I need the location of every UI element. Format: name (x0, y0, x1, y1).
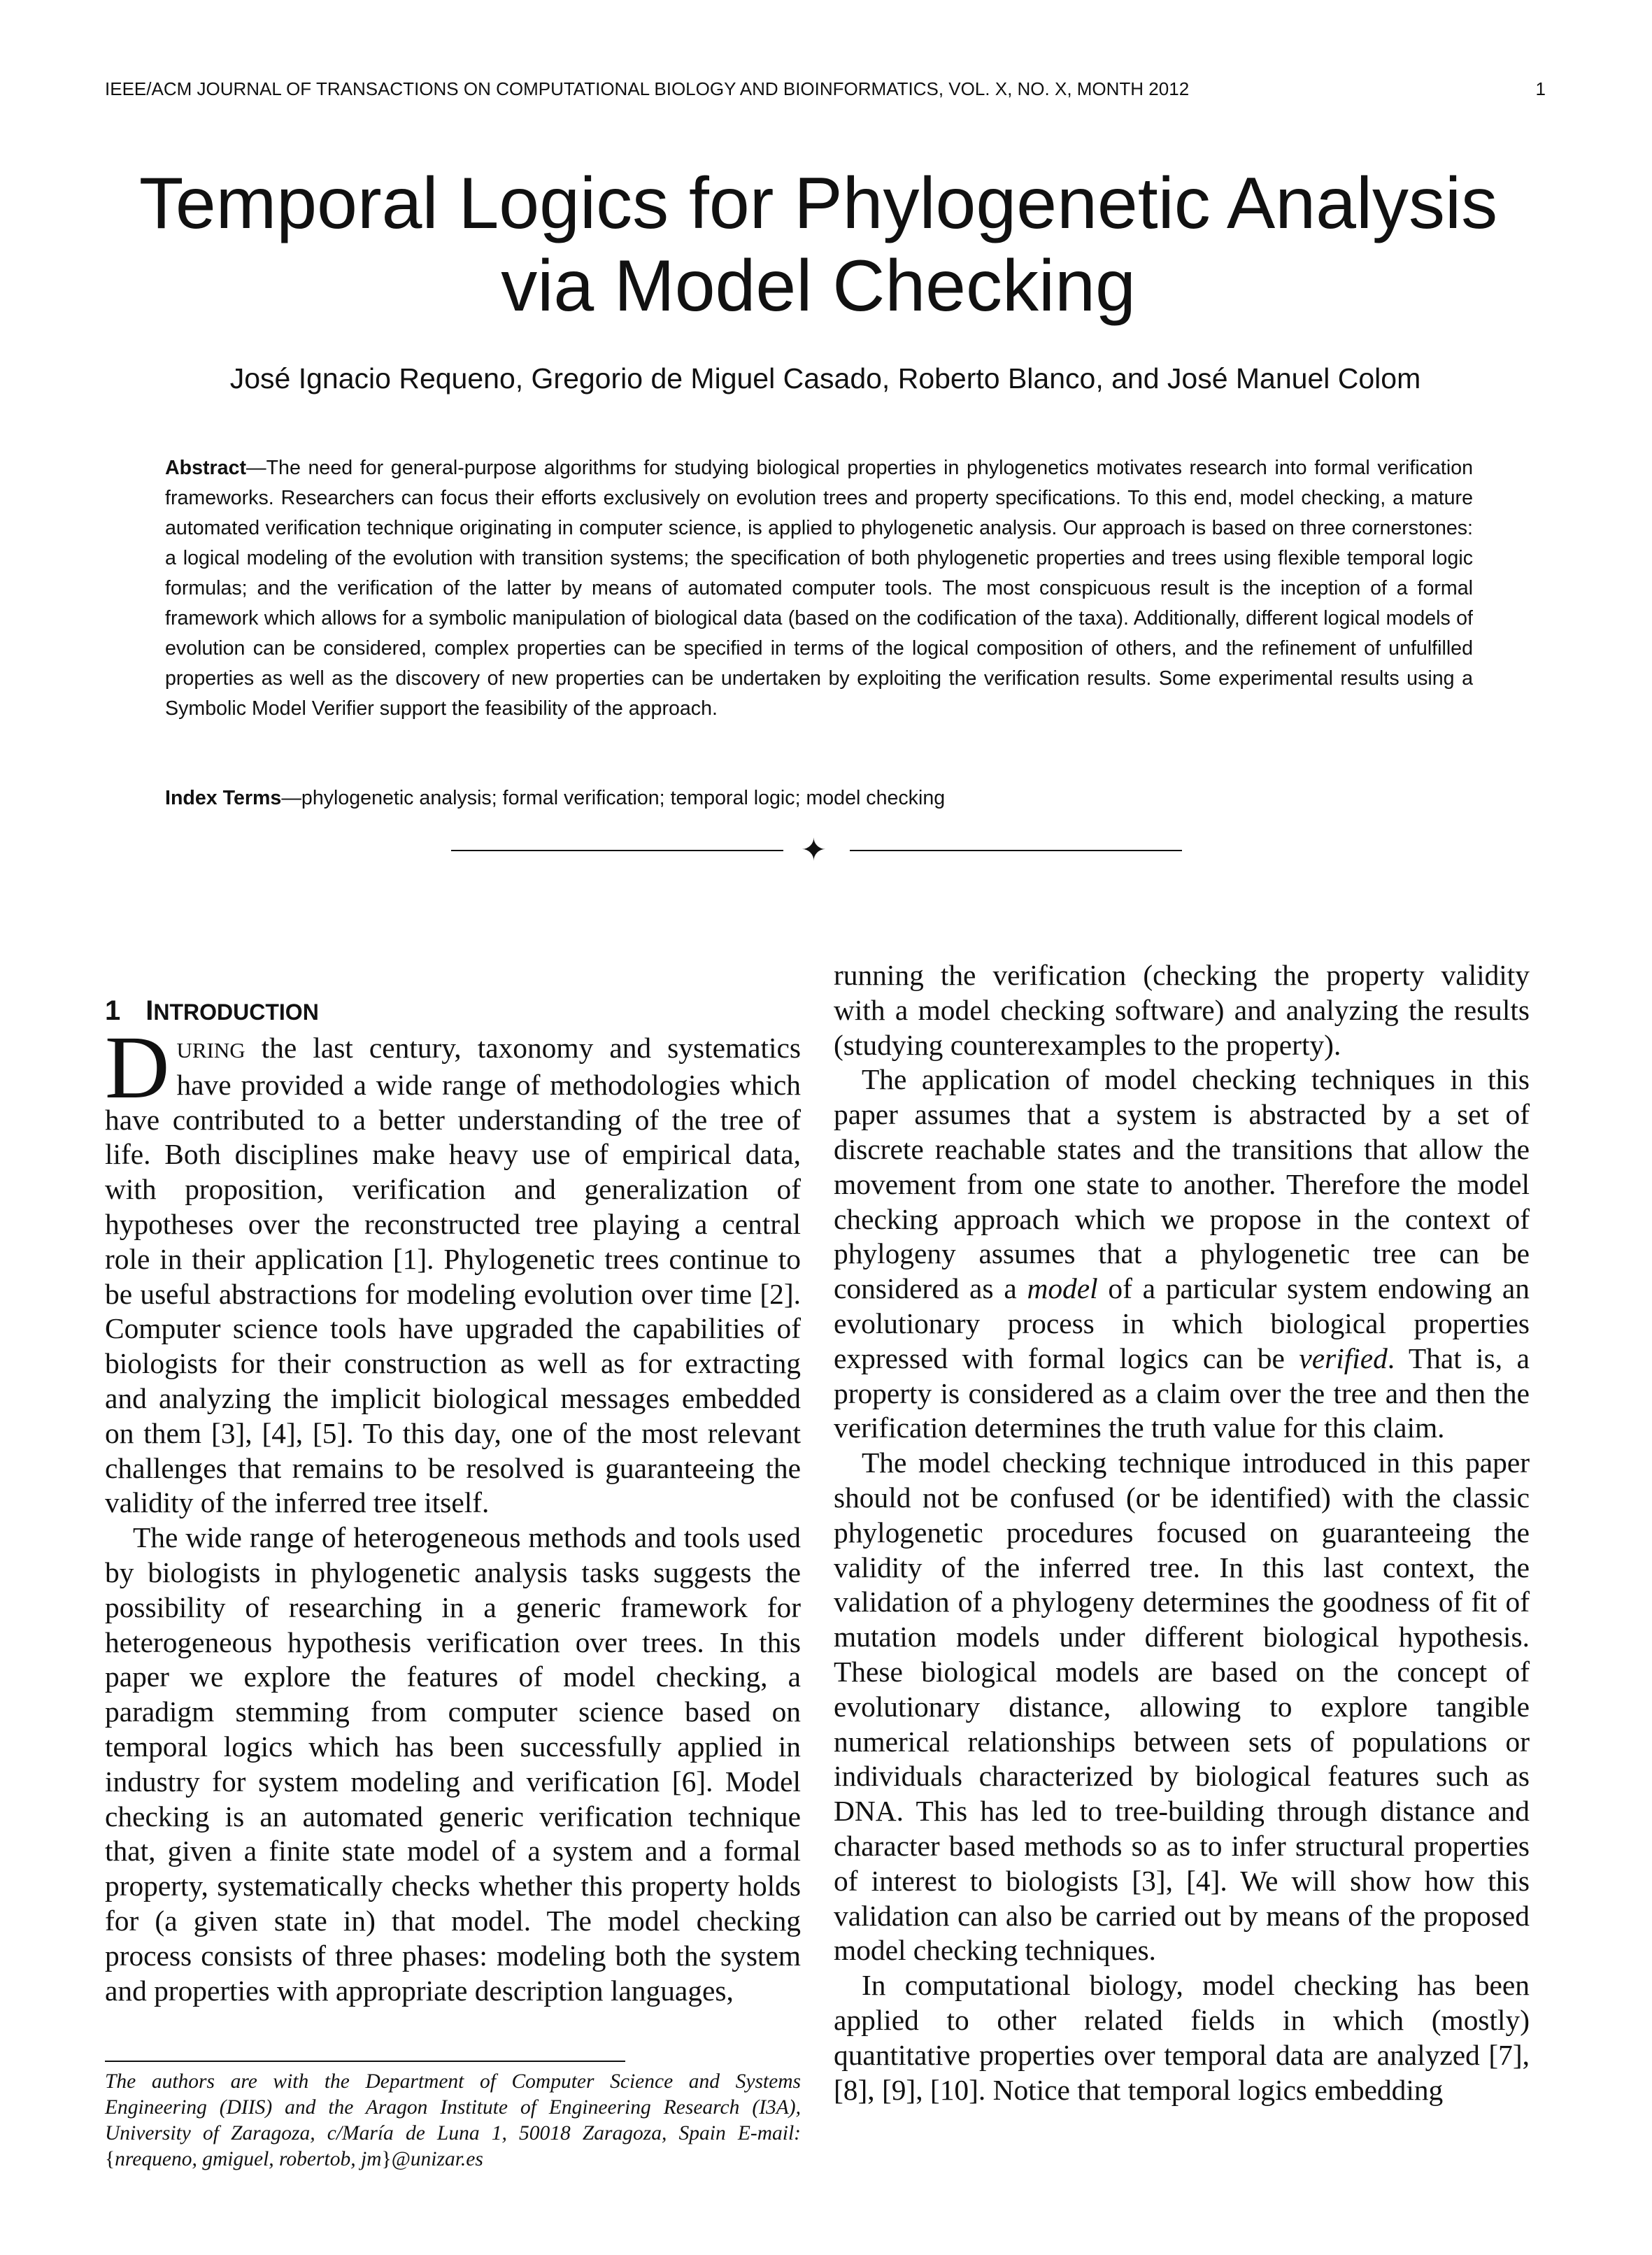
paragraph-text: The application of model checking techniques in this paper assumes that a system is abstracted by a set of discrete reachable states and the transitions that allow the movement from one state to another. Therefore the model checking approach which we propose in the context of phylogeny assumes that a phylogenetic tree can be considered as a (834, 1063, 1530, 1305)
emphasis-model: model (1027, 1272, 1098, 1305)
paragraph-text: of a particular system endowing an evolutionary process in which biological properties expressed with formal logics can be (834, 1272, 1530, 1374)
left-column (105, 993, 801, 2008)
intro-paragraph-5: In computational biology, model checking has been applied to other related fields in which (mostly) quantitative properties over temporal data are analyzed [7], [8], [9], [10]. Notice that temporal logics embedding (834, 1969, 1530, 2106)
running-header (105, 78, 1546, 106)
abstract (165, 453, 1473, 724)
diamond-icon: ✦ (801, 833, 827, 867)
paper-title: Temporal Logics for Phylogenetic Analysis via Model Checking (138, 163, 1498, 327)
intro-paragraph-3 (834, 1062, 1530, 1446)
abstract-text: —The need for general-purpose algorithms for studying biological properties in phylogenetics motivates research into formal verification frameworks. Researchers can focus their efforts exclusively on evolution trees and property specifications. To this end, model checking, a mature automated verification technique originating in computer science, is applied to phylogenetic analysis. Our approach is based on three cornerstones: a logical modeling of the evolution with transition systems; the specification of both phylogenetic properties and trees using flexible temporal logic formulas; and the verification of the latter by means of automated computer tools. The most conspicuous result is the inception of a formal framework which allows for a symbolic manipulation of biological data (based on the codification of the taxa). Additionally, different logical models of evolution can be considered, complex properties can be specified in terms of the logical composition of others, and the refinement of unfulfilled properties as well as the discovery of new properties can be undertaken by exploiting the verification results. Some experimental results using a Symbolic Model Verifier support the feasibility of the approach. (165, 457, 1473, 720)
index-terms (165, 783, 1473, 813)
brace-open: { (105, 2148, 115, 2170)
section-separator (451, 830, 1182, 872)
right-column (834, 958, 1530, 2107)
email-domain: @unizar.es (391, 2148, 483, 2170)
section-title-initial: I (145, 995, 154, 1026)
separator-line-left (451, 850, 783, 851)
emphasis-verified: verified (1299, 1342, 1388, 1374)
footnote-text: The authors are with the Department of Computer Science and Systems Engineering (DIIS) and the Aragon Institute of Engineering Research (I3A), University of Zaragoza, c/María de Luna 1, 50018 Zaragoza, Spain E-mail: (105, 2070, 801, 2144)
section-heading (105, 993, 801, 1030)
intro-paragraph-2: The wide range of heterogeneous methods and tools used by biologists in phylogenetic analysis tasks suggests the possibility of researching in a generic framework for heterogeneous hypothesis verification over trees. In this paper we explore the features of model checking, a paradigm stemming from computer science based on temporal logics which has been successfully applied in industry for system modeling and verification [6]. Model checking is an automated generic verification technique that, given a finite state model of a system and a formal property, systematically checks whether this property holds for (a given state in) that model. The model checking process consists of three phases: modeling both the system and properties with appropriate description languages, (105, 1521, 801, 2007)
small-caps-lead: URING (176, 1038, 245, 1062)
intro-paragraph-continued: running the verification (checking the property validity with a model checking software) and analyzing the results (studying counterexamples to the property). (834, 959, 1530, 1061)
section-number: 1 (105, 995, 121, 1026)
page-number: 1 (1535, 78, 1546, 99)
author-list: José Ignacio Requeno, Gregorio de Miguel Casado, Roberto Blanco, and José Manuel Colom (229, 362, 1421, 394)
paragraph-text: . That is, a property is considered as a claim over the tree and then the verification determines the truth value for this claim. (834, 1342, 1530, 1444)
journal-name: IEEE/ACM JOURNAL OF TRANSACTIONS ON COMPUTATIONAL BIOLOGY AND BIOINFORMATICS, VOL. X, NO. X, MONTH 2012 (105, 78, 1190, 99)
footnote-rule (105, 2061, 625, 2062)
intro-paragraph-1 (105, 1018, 801, 1521)
abstract-label: Abstract (165, 457, 246, 479)
index-terms-label: Index Terms (165, 787, 282, 809)
intro-paragraph-4: The model checking technique introduced in this paper should not be confused (or be identified) with the classic phylogenetic procedures focused on guaranteeing the validity of the inferred tree. In this last context, the validation of a phylogeny determines the goodness of fit of mutation models under different biological hypothesis. These biological models are based on the concept of evolutionary distance, allowing to explore tangible numerical relationships between sets of populations or individuals characterized by biological features such as DNA. This has led to tree-building through distance and character based methods so as to infer structural properties of interest to biologists [3], [4]. We will show how this validation can also be carried out by means of the proposed model checking techniques. (834, 1446, 1530, 1967)
brace-close: } (381, 2148, 392, 2170)
separator-line-right (850, 850, 1182, 851)
drop-cap: D (105, 1018, 170, 1117)
author-affiliation-footnote (105, 2069, 801, 2172)
index-terms-text: —phylogenetic analysis; formal verification; temporal logic; model checking (281, 787, 946, 809)
section-title-rest: NTRODUCTION (153, 1000, 319, 1025)
paragraph-text: the last century, taxonomy and systematics have provided a wide range of methodologies which have contributed to a better understanding of the tree of life. Both disciplines make heavy use of empirical data, with proposition, verification and generalization of hypotheses over the reconstructed tree playing a central role in their application [1]. Phylogenetic trees continue to be useful abstractions for modeling evolution over time [2]. Computer science tools have upgraded the capabilities of biologists for their construction as well as for extracting and analyzing the implicit biological messages embedded on them [3], [4], [5]. To this day, one of the most relevant challenges that remains to be resolved is guaranteeing the validity of the inferred tree itself. (105, 1032, 801, 1519)
email-list: nrequeno, gmiguel, robertob, jm (115, 2148, 382, 2170)
